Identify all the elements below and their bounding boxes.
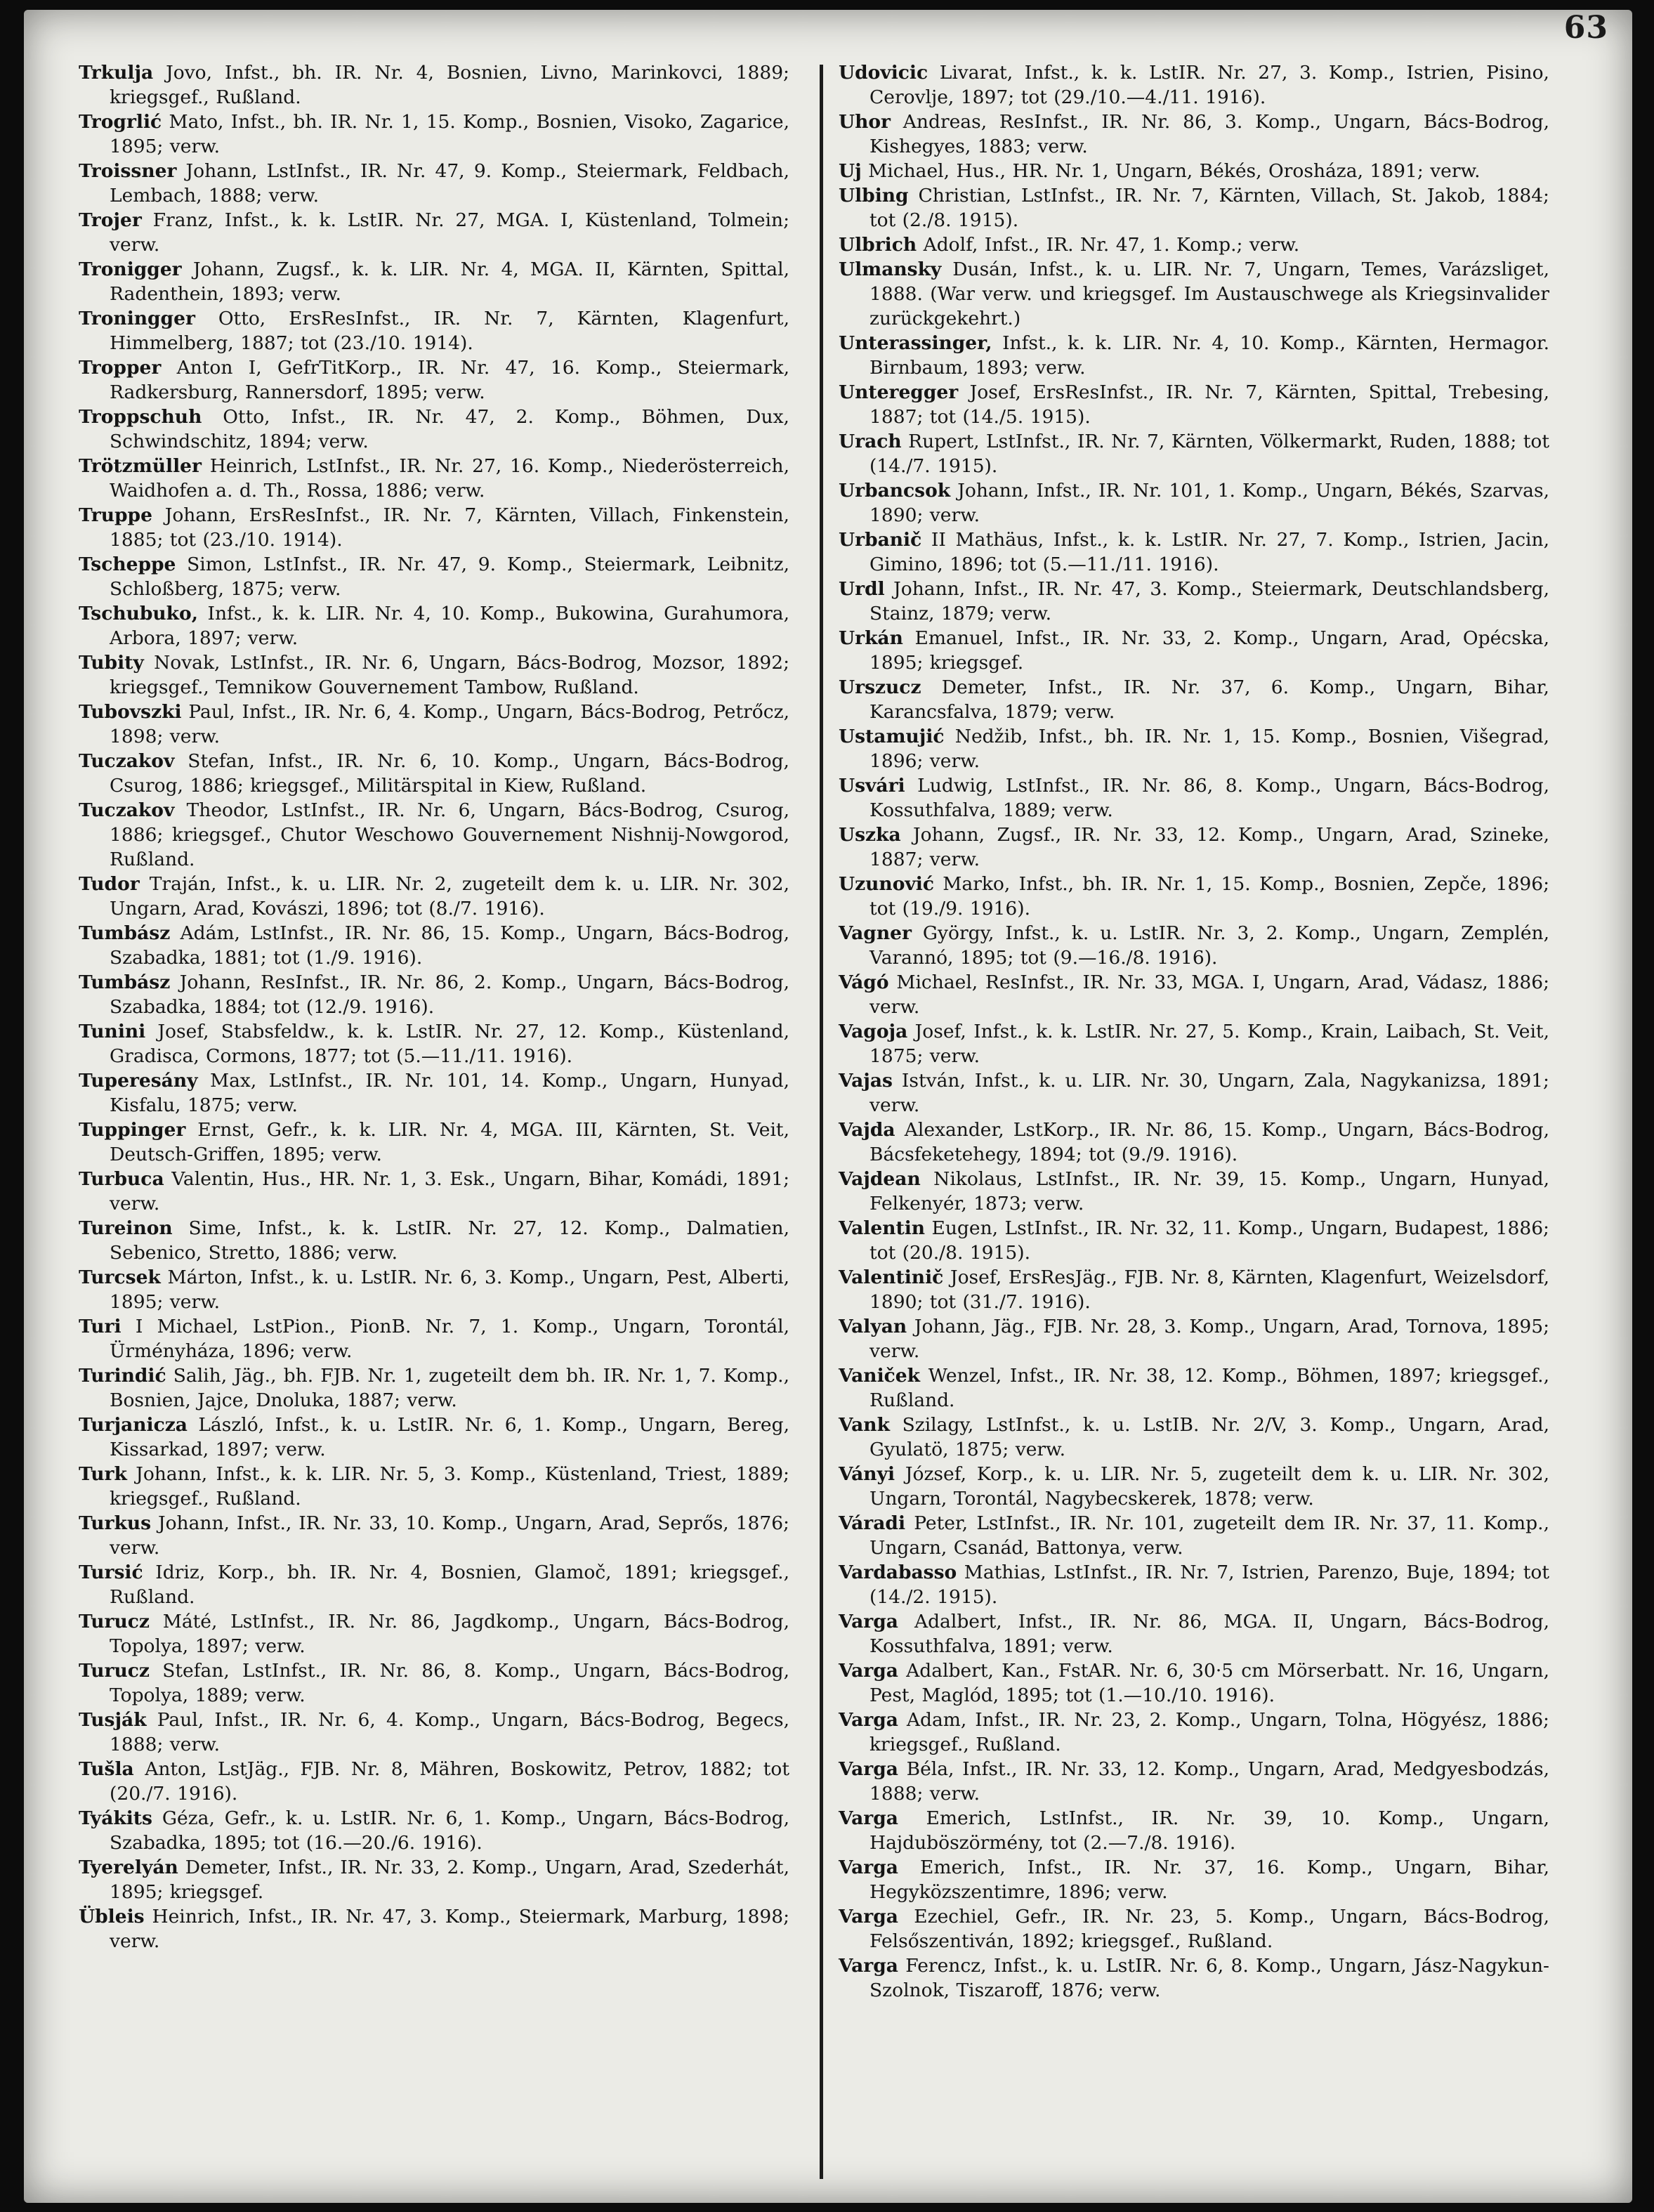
casualty-entry [79,454,789,503]
casualty-entry [79,159,789,208]
entry-details: Theodor, LstInfst., IR. Nr. 6, Ungarn, Bács-Bodrog, Csurog, 1886; kriegsgef., Chutor Weschowo Gouvernement Nishnij-Nowgorod, Rußland. [110,799,789,870]
entry-surname: Turucz [79,1660,150,1682]
casualty-entry [839,429,1549,478]
entry-details: Ferencz, Infst., k. u. LstIR. Nr. 6, 8. Komp., Ungarn, Jász-Nagykun-Szolnok, Tiszaroff, 1876; verw. [869,1955,1549,2001]
entry-details: Johann, ErsResInfst., IR. Nr. 7, Kärnten, Villach, Finkenstein, 1885; tot (23./10. 1914). [110,504,789,551]
casualty-entry [839,872,1549,921]
entry-details: Peter, LstInfst., IR. Nr. 101, zugeteilt dem IR. Nr. 37, 11. Komp., Ungarn, Csanád, Battonya, verw. [869,1512,1549,1559]
casualty-entry [79,921,789,970]
casualty-entry [79,503,789,552]
entry-details: Ezechiel, Gefr., IR. Nr. 23, 5. Komp., Ungarn, Bács-Bodrog, Felsőszentiván, 1892; kriegsgef., Rußland. [869,1906,1549,1952]
casualty-entry [839,1314,1549,1363]
entry-surname: Truppe [79,504,152,526]
entry-surname: Vagner [839,922,912,944]
left-column [79,60,789,1954]
entry-details: Emanuel, Infst., IR. Nr. 33, 2. Komp., Ungarn, Arad, Opécska, 1895; kriegsgef. [869,627,1549,674]
entry-details: József, Korp., k. u. LIR. Nr. 5, zugeteilt dem k. u. LIR. Nr. 302, Ungarn, Torontál, Nagybecskerek, 1878; verw. [869,1463,1549,1510]
entry-surname: Urbanič [839,529,922,551]
casualty-entry [79,1314,789,1363]
column-divider [820,65,823,2179]
casualty-entry [839,1757,1549,1806]
entry-details: Géza, Gefr., k. u. LstIR. Nr. 6, 1. Komp., Ungarn, Bács-Bodrog, Szabadka, 1895; tot (16.—20./6. 1916). [110,1807,789,1854]
casualty-entry [839,1216,1549,1265]
entry-surname: Vagoja [839,1021,908,1042]
casualty-entry [79,355,789,405]
entry-surname: Troningger [79,308,195,329]
entry-surname: Ulbing [839,185,909,207]
entry-details: Béla, Infst., IR. Nr. 33, 12. Komp., Ungarn, Arad, Medgyesbodzás, 1888; verw. [869,1758,1549,1805]
entry-surname: Tropper [79,357,162,379]
casualty-entry [839,478,1549,528]
casualty-entry [79,1118,789,1167]
casualty-entry [839,1560,1549,1609]
casualty-entry [839,257,1549,331]
casualty-entry [839,1658,1549,1708]
casualty-entry [839,724,1549,773]
entry-details: I Michael, LstPion., PionB. Nr. 7, 1. Komp., Ungarn, Torontál, Ürményháza, 1896; verw. [110,1316,789,1362]
entry-details: Adolf, Infst., IR. Nr. 47, 1. Komp.; verw. [917,234,1300,256]
entry-details: Sime, Infst., k. k. LstIR. Nr. 27, 12. Komp., Dalmatien, Sebenico, Stretto, 1886; verw. [110,1217,789,1264]
entry-surname: Ulmansky [839,258,942,280]
casualty-entry [79,1855,789,1904]
entry-surname: Turjanicza [79,1414,188,1436]
entry-surname: Übleis [79,1906,145,1928]
casualty-entry [839,380,1549,429]
entry-details: Christian, LstInfst., IR. Nr. 7, Kärnten, Villach, St. Jakob, 1884; tot (2./8. 1915). [869,185,1549,231]
entry-surname: Urdl [839,578,885,600]
entry-details: Johann, Zugsf., IR. Nr. 33, 12. Komp., Ungarn, Arad, Szineke, 1887; verw. [869,824,1549,870]
entry-details: Paul, Infst., IR. Nr. 6, 4. Komp., Ungarn, Bács-Bodrog, Begecs, 1888; verw. [110,1709,789,1755]
entry-surname: Uhor [839,111,891,133]
casualty-entry [839,1462,1549,1511]
entry-details: Márton, Infst., k. u. LstIR. Nr. 6, 3. Komp., Ungarn, Pest, Alberti, 1895; verw. [110,1267,789,1313]
casualty-entry [839,1118,1549,1167]
casualty-entry [79,700,789,749]
casualty-entry [839,110,1549,159]
casualty-entry [79,257,789,306]
entry-surname: Uszka [839,824,901,846]
casualty-entry [79,1019,789,1068]
entry-details: Josef, Infst., k. k. LstIR. Nr. 27, 5. Komp., Krain, Laibach, St. Veit, 1875; verw. [869,1021,1549,1067]
casualty-entry [839,1265,1549,1314]
entry-surname: Turi [79,1316,122,1337]
casualty-entry [79,208,789,257]
entry-surname: Urach [839,431,902,452]
entry-details: Rupert, LstInfst., IR. Nr. 7, Kärnten, Völkermarkt, Ruden, 1888; tot (14./7. 1915). [869,431,1549,477]
casualty-entry [839,1019,1549,1068]
entry-surname: Trogrlić [79,111,162,133]
casualty-entry [839,1068,1549,1118]
entry-surname: Uzunović [839,873,934,895]
entry-surname: Tumbász [79,971,171,993]
casualty-entry [79,552,789,601]
entry-details: Nikolaus, LstInfst., IR. Nr. 39, 15. Komp., Ungarn, Hunyad, Felkenyér, 1873; verw. [869,1168,1549,1215]
entry-surname: Valentinič [839,1267,944,1288]
entry-details: Heinrich, LstInfst., IR. Nr. 27, 16. Komp., Niederösterreich, Waidhofen a. d. Th., Rossa, 1886; verw. [110,455,789,502]
entry-details: Simon, LstInfst., IR. Nr. 47, 9. Komp., Steiermark, Leibnitz, Schloßberg, 1875; verw. [110,554,789,600]
right-column [839,60,1549,2003]
entry-details: Novak, LstInfst., IR. Nr. 6, Ungarn, Bács-Bodrog, Mozsor, 1892; kriegsgef., Temnikow Gouvernement Tambow, Rußland. [110,652,789,698]
entry-details: Máté, LstInfst., IR. Nr. 86, Jagdkomp., Ungarn, Bács-Bodrog, Topolya, 1897; verw. [110,1611,789,1657]
casualty-entry [839,233,1549,257]
entry-surname: Unterassinger, [839,332,992,354]
entry-surname: Tronigger [79,258,182,280]
casualty-entry [839,823,1549,872]
casualty-entry [839,1167,1549,1216]
entry-surname: Varga [839,1807,898,1829]
casualty-entry [839,970,1549,1019]
entry-surname: Tumbász [79,922,171,944]
entry-details: Heinrich, Infst., IR. Nr. 47, 3. Komp., Steiermark, Marburg, 1898; verw. [110,1906,789,1952]
entry-details: Johann, Jäg., FJB. Nr. 28, 3. Komp., Ungarn, Arad, Tornova, 1895; verw. [869,1316,1549,1362]
entry-details: Wenzel, Infst., IR. Nr. 38, 12. Komp., Böhmen, 1897; kriegsgef., Rußland. [869,1365,1549,1411]
entry-details: Salih, Jäg., bh. FJB. Nr. 1, zugeteilt dem bh. IR. Nr. 1, 7. Komp., Bosnien, Jajce, Dnoluka, 1887; verw. [110,1365,789,1411]
entry-details: László, Infst., k. u. LstIR. Nr. 6, 1. Komp., Ungarn, Bereg, Kissarkad, 1897; verw. [110,1414,789,1460]
entry-surname: Turbuca [79,1168,164,1190]
casualty-entry [79,1609,789,1658]
entry-details: Marko, Infst., bh. IR. Nr. 1, 15. Komp., Bosnien, Zepče, 1896; tot (19./9. 1916). [869,873,1549,920]
entry-surname: Ulbrich [839,234,917,256]
entry-surname: Varga [839,1857,898,1878]
entry-details: Idriz, Korp., bh. IR. Nr. 4, Bosnien, Glamoč, 1891; kriegsgef., Rußland. [110,1562,789,1608]
entry-details: Anton I, GefrTitKorp., IR. Nr. 47, 16. Komp., Steiermark, Radkersburg, Rannersdorf, 1895; verw. [110,357,789,403]
entry-surname: Urbancsok [839,480,951,502]
entry-details: Michael, ResInfst., IR. Nr. 33, MGA. I, Ungarn, Arad, Vádasz, 1886; verw. [869,971,1549,1018]
page-number: 63 [1563,10,1608,46]
casualty-entry [79,601,789,650]
entry-details: Ludwig, LstInfst., IR. Nr. 86, 8. Komp., Ungarn, Bács-Bodrog, Kossuthfalva, 1889; verw. [869,775,1549,821]
entry-details: Josef, ErsResInfst., IR. Nr. 7, Kärnten, Spittal, Trebesing, 1887; tot (14./5. 1915). [869,381,1549,428]
document-page [24,10,1632,2203]
entry-details: Andreas, ResInfst., IR. Nr. 86, 3. Komp., Ungarn, Bács-Bodrog, Kishegyes, 1883; verw. [869,111,1549,157]
entry-details: Anton, LstJäg., FJB. Nr. 8, Mähren, Boskowitz, Petrov, 1882; tot (20./7. 1916). [110,1758,789,1805]
casualty-entry [79,1265,789,1314]
entry-surname: Ványi [839,1463,895,1485]
casualty-entry [839,675,1549,724]
entry-details: Johann, Infst., k. k. LIR. Nr. 5, 3. Komp., Küstenland, Triest, 1889; kriegsgef., Rußland. [110,1463,789,1510]
entry-surname: Urkán [839,627,903,649]
casualty-entry [839,331,1549,380]
entry-surname: Tureinon [79,1217,173,1239]
casualty-entry [839,1855,1549,1904]
entry-surname: Turcsek [79,1267,161,1288]
entry-details: II Mathäus, Infst., k. k. LstIR. Nr. 27, 7. Komp., Istrien, Jacin, Gimino, 1896; tot (5.—11./11. 1916). [869,529,1549,575]
casualty-entry [839,626,1549,675]
entry-details: Alexander, LstKorp., IR. Nr. 86, 15. Komp., Ungarn, Bács-Bodrog, Bácsfeketehegy, 1894; tot (9./9. 1916). [869,1119,1549,1165]
casualty-entry [79,1216,789,1265]
entry-surname: Vardabasso [839,1562,957,1583]
entry-surname: Tubovszki [79,701,182,723]
entry-details: Adalbert, Infst., IR. Nr. 86, MGA. II, Ungarn, Bács-Bodrog, Kossuthfalva, 1891; verw. [869,1611,1549,1657]
entry-surname: Tursić [79,1562,143,1583]
entry-surname: Tubity [79,652,144,674]
entry-surname: Váradi [839,1512,906,1534]
entry-surname: Urszucz [839,676,921,698]
casualty-entry [79,1068,789,1118]
entry-surname: Varga [839,1709,898,1731]
entry-details: István, Infst., k. u. LIR. Nr. 30, Ungarn, Zala, Nagykanizsa, 1891; verw. [869,1070,1549,1116]
entry-surname: Tudor [79,873,140,895]
casualty-entry [839,528,1549,577]
entry-details: Johann, LstInfst., IR. Nr. 47, 9. Komp., Steiermark, Feldbach, Lembach, 1888; verw. [110,160,789,207]
entry-details: Otto, Infst., IR. Nr. 47, 2. Komp., Böhmen, Dux, Schwindschitz, 1894; verw. [110,406,789,452]
entry-details: Michael, Hus., HR. Nr. 1, Ungarn, Békés, Orosháza, 1891; verw. [861,160,1481,182]
casualty-entry [79,872,789,921]
entry-surname: Tunini [79,1021,146,1042]
entry-details: Otto, ErsResInfst., IR. Nr. 7, Kärnten, Klagenfurt, Himmelberg, 1887; tot (23./10. 1914). [110,308,789,354]
casualty-entry [839,1609,1549,1658]
entry-details: Infst., k. k. LIR. Nr. 4, 10. Komp., Kärnten, Hermagor. Birnbaum, 1893; verw. [869,332,1549,379]
entry-details: Mathias, LstInfst., IR. Nr. 7, Istrien, Parenzo, Buje, 1894; tot (14./2. 1915). [869,1562,1549,1608]
entry-surname: Valentin [839,1217,926,1239]
entry-surname: Vágó [839,971,889,993]
entry-surname: Trojer [79,209,142,231]
entry-details: Adalbert, Kan., FstAR. Nr. 6, 30·5 cm Mörserbatt. Nr. 16, Ungarn, Pest, Maglód, 1895; tot (1.—10./10. 1916). [869,1660,1549,1706]
entry-details: Max, LstInfst., IR. Nr. 101, 14. Komp., Ungarn, Hunyad, Kisfalu, 1875; verw. [110,1070,789,1116]
casualty-entry [839,1511,1549,1560]
entry-surname: Vajda [839,1119,895,1141]
entry-surname: Unteregger [839,381,959,403]
casualty-entry [79,1708,789,1757]
casualty-entry [839,773,1549,823]
casualty-entry [839,1904,1549,1954]
casualty-entry [79,60,789,110]
entry-surname: Vaniček [839,1365,920,1387]
casualty-entry [79,1658,789,1708]
entry-surname: Tusják [79,1709,147,1731]
casualty-entry [839,159,1549,183]
casualty-entry [839,183,1549,233]
casualty-entry [79,1167,789,1216]
casualty-entry [79,650,789,700]
entry-surname: Tyákits [79,1807,152,1829]
entry-details: Johann, Infst., IR. Nr. 101, 1. Komp., Ungarn, Békés, Szarvas, 1890; verw. [869,480,1549,526]
entry-surname: Varga [839,1906,898,1928]
casualty-entry [839,577,1549,626]
entry-surname: Tuczakov [79,799,175,821]
entry-details: Stefan, LstInfst., IR. Nr. 86, 8. Komp., Ungarn, Bács-Bodrog, Topolya, 1889; verw. [110,1660,789,1706]
entry-surname: Valyan [839,1316,907,1337]
entry-details: Emerich, Infst., IR. Nr. 37, 16. Komp., Ungarn, Bihar, Hegyközszentimre, 1896; verw. [869,1857,1549,1903]
casualty-entry [79,1462,789,1511]
entry-surname: Udovicic [839,62,928,84]
entry-details: Infst., k. k. LIR. Nr. 4, 10. Komp., Bukowina, Gurahumora, Arbora, 1897; verw. [110,603,789,649]
casualty-entry [79,1904,789,1954]
entry-surname: Trötzmüller [79,455,202,477]
entry-surname: Uj [839,160,862,182]
entry-surname: Turkus [79,1512,152,1534]
entry-details: Franz, Infst., k. k. LstIR. Nr. 27, MGA. I, Küstenland, Tolmein; verw. [110,209,789,256]
casualty-entry [79,1806,789,1855]
entry-details: Ernst, Gefr., k. k. LIR. Nr. 4, MGA. III, Kärnten, St. Veit, Deutsch-Griffen, 1895; verw. [110,1119,789,1165]
casualty-entry [79,749,789,798]
entry-surname: Turucz [79,1611,150,1632]
entry-surname: Turk [79,1463,127,1485]
entry-surname: Tyerelyán [79,1857,178,1878]
entry-details: Stefan, Infst., IR. Nr. 6, 10. Komp., Ungarn, Bács-Bodrog, Csurog, 1886; kriegsgef., Militärspital in Kiew, Rußland. [110,750,789,797]
entry-surname: Troppschuh [79,406,202,428]
entry-details: Livarat, Infst., k. k. LstIR. Nr. 27, 3. Komp., Istrien, Pisino, Cerovlje, 1897; tot (29./10.—4./11. 1916). [869,62,1549,108]
entry-details: Demeter, Infst., IR. Nr. 37, 6. Komp., Ungarn, Bihar, Karancsfalva, 1879; verw. [869,676,1549,723]
casualty-entry [79,405,789,454]
entry-surname: Tuperesány [79,1070,198,1092]
entry-details: Johann, Infst., IR. Nr. 33, 10. Komp., Ungarn, Arad, Seprős, 1876; verw. [110,1512,789,1559]
entry-surname: Tuczakov [79,750,175,772]
entry-details: Jovo, Infst., bh. IR. Nr. 4, Bosnien, Livno, Marinkovci, 1889; kriegsgef., Rußland. [110,62,789,108]
casualty-entry [79,798,789,872]
entry-surname: Tschubuko, [79,603,198,624]
casualty-entry [839,921,1549,970]
casualty-entry [79,1413,789,1462]
entry-surname: Varga [839,1758,898,1780]
entry-surname: Trkulja [79,62,154,84]
entry-surname: Vajdean [839,1168,921,1190]
entry-details: Dusán, Infst., k. u. LIR. Nr. 7, Ungarn, Temes, Varázsliget, 1888. (War verw. und kriegsgef. Im Austauschwege als Kriegsinvalider zurückgekehrt.) [869,258,1549,329]
entry-surname: Vajas [839,1070,893,1092]
entry-surname: Varga [839,1955,898,1977]
entry-details: Adám, LstInfst., IR. Nr. 86, 15. Komp., Ungarn, Bács-Bodrog, Szabadka, 1881; tot (1./9. 1916). [110,922,789,969]
casualty-entry [839,1363,1549,1413]
entry-details: Eugen, LstInfst., IR. Nr. 32, 11. Komp., Ungarn, Budapest, 1886; tot (20./8. 1915). [869,1217,1549,1264]
entry-surname: Vank [839,1414,890,1436]
entry-surname: Tušla [79,1758,134,1780]
entry-details: Adam, Infst., IR. Nr. 23, 2. Komp., Ungarn, Tolna, Högyész, 1886; kriegsgef., Rußland. [869,1709,1549,1755]
casualty-entry [839,1806,1549,1855]
entry-surname: Troissner [79,160,177,182]
casualty-entry [79,1511,789,1560]
entry-details: Nedžib, Infst., bh. IR. Nr. 1, 15. Komp., Bosnien, Višegrad, 1896; verw. [869,726,1549,772]
casualty-entry [839,1413,1549,1462]
entry-surname: Tuppinger [79,1119,186,1141]
entry-details: Johann, Zugsf., k. k. LIR. Nr. 4, MGA. II, Kärnten, Spittal, Radenthein, 1893; verw. [110,258,789,305]
casualty-entry [79,306,789,355]
entry-details: Szilagy, LstInfst., k. u. LstIB. Nr. 2/V, 3. Komp., Ungarn, Arad, Gyulatö, 1875; verw. [869,1414,1549,1460]
entry-details: Mato, Infst., bh. IR. Nr. 1, 15. Komp., Bosnien, Visoko, Zagarice, 1895; verw. [110,111,789,157]
entry-details: Demeter, Infst., IR. Nr. 33, 2. Komp., Ungarn, Arad, Szederhát, 1895; kriegsgef. [110,1857,789,1903]
entry-details: Emerich, LstInfst., IR. Nr. 39, 10. Komp., Ungarn, Hajduböszörmény, tot (2.—7./8. 1916). [869,1807,1549,1854]
entry-details: Johann, ResInfst., IR. Nr. 86, 2. Komp., Ungarn, Bács-Bodrog, Szabadka, 1884; tot (12./9. 1916). [110,971,789,1018]
entry-details: Josef, ErsResJäg., FJB. Nr. 8, Kärnten, Klagenfurt, Weizelsdorf, 1890; tot (31./7. 1916). [869,1267,1549,1313]
casualty-entry [79,1363,789,1413]
casualty-entry [79,1757,789,1806]
casualty-entry [839,60,1549,110]
entry-details: Johann, Infst., IR. Nr. 47, 3. Komp., Steiermark, Deutschlandsberg, Stainz, 1879; verw. [869,578,1549,624]
entry-details: Traján, Infst., k. u. LIR. Nr. 2, zugeteilt dem k. u. LIR. Nr. 302, Ungarn, Arad, Kovászi, 1896; tot (8./7. 1916). [110,873,789,920]
entry-surname: Turindić [79,1365,166,1387]
casualty-entry [79,110,789,159]
entry-surname: Usvári [839,775,905,797]
entry-surname: Tscheppe [79,554,176,575]
entry-details: Paul, Infst., IR. Nr. 6, 4. Komp., Ungarn, Bács-Bodrog, Petrőcz, 1898; verw. [110,701,789,747]
entry-surname: Varga [839,1660,898,1682]
entry-details: Valentin, Hus., HR. Nr. 1, 3. Esk., Ungarn, Bihar, Komádi, 1891; verw. [110,1168,789,1215]
entry-surname: Ustamujić [839,726,945,747]
casualty-entry [79,970,789,1019]
casualty-entry [79,1560,789,1609]
entry-details: Josef, Stabsfeldw., k. k. LstIR. Nr. 27, 12. Komp., Küstenland, Gradisca, Cormons, 1877; tot (5.—11./11. 1916). [110,1021,789,1067]
entry-details: György, Infst., k. u. LstIR. Nr. 3, 2. Komp., Ungarn, Zemplén, Varannó, 1895; tot (9.—16./8. 1916). [869,922,1549,969]
casualty-entry [839,1954,1549,2003]
entry-surname: Varga [839,1611,898,1632]
casualty-entry [839,1708,1549,1757]
